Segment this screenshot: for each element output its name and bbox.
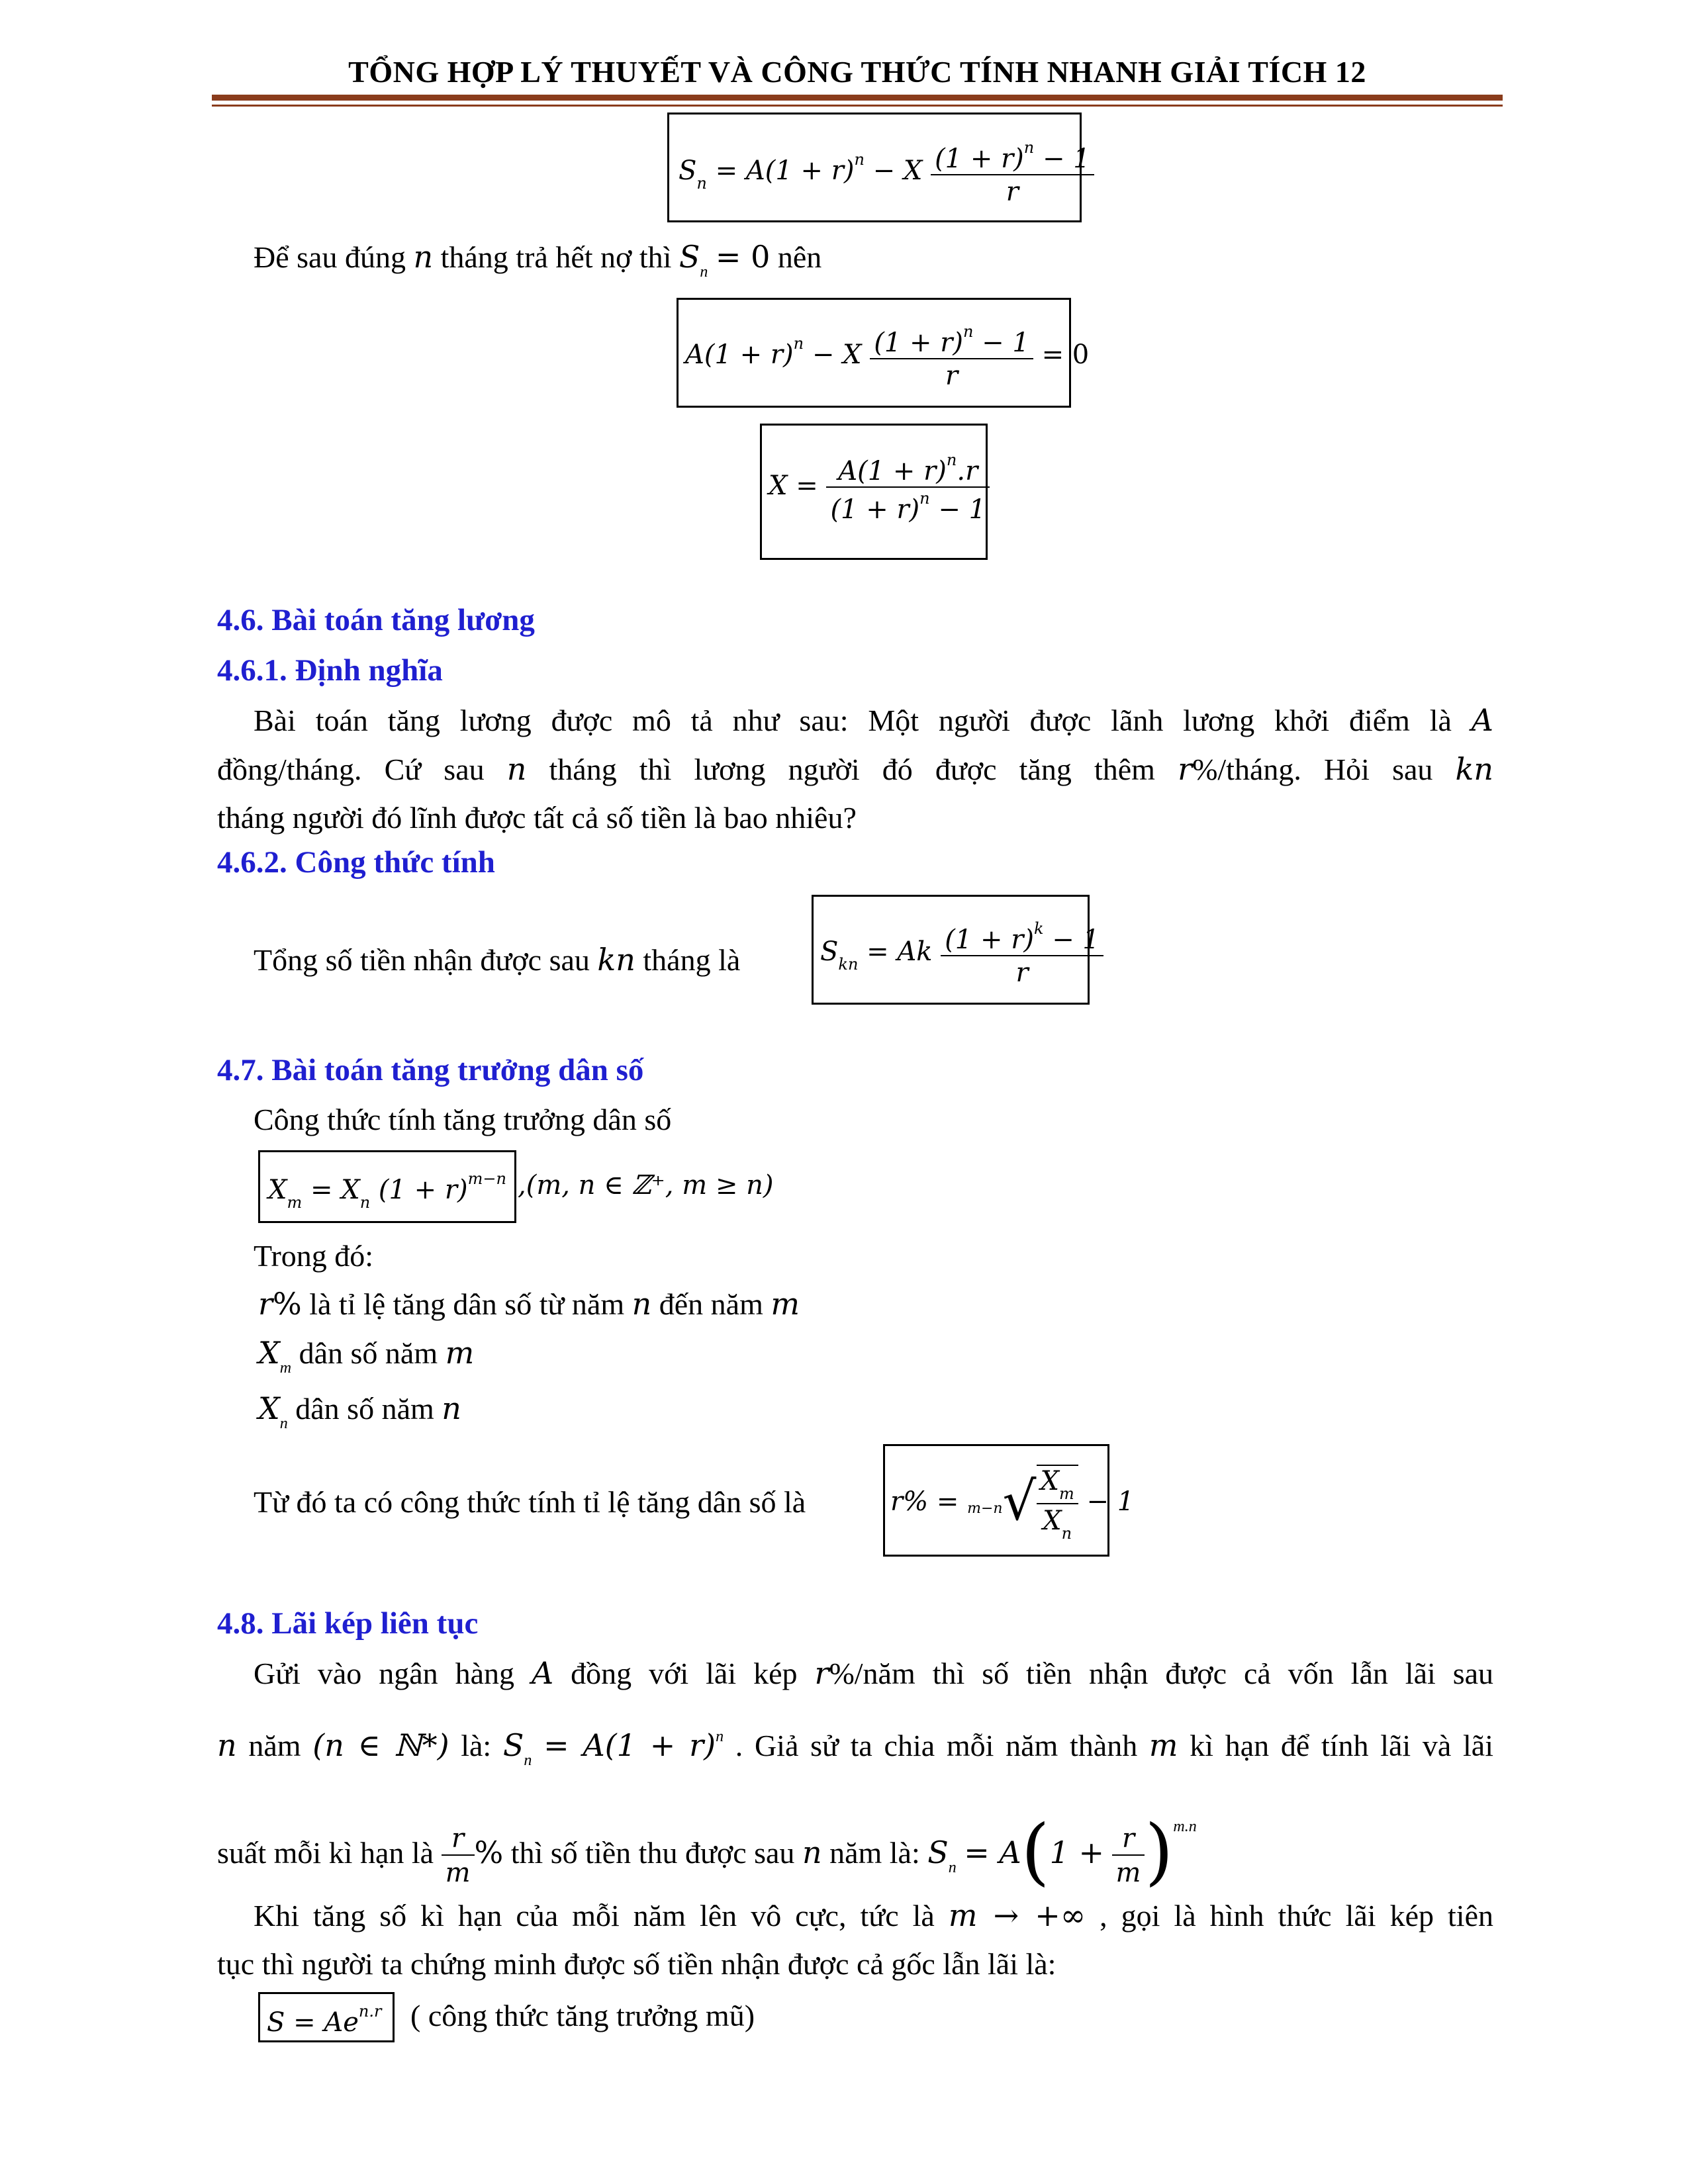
formula-exp: $S = Ae^{n.r}$ <box>267 2002 382 2038</box>
exp-growth-note: ( công thức tăng trưởng mũ) <box>410 1999 755 2032</box>
formula-x-box <box>760 424 988 560</box>
page-header-title: TỔNG HỢP LÝ THUYẾT VÀ CÔNG THỨC TÍNH NHANH GIẢI TÍCH 12 <box>348 55 1366 89</box>
formula-skn-box <box>812 895 1100 1005</box>
formula-population-box <box>258 1150 516 1223</box>
section-heading-4-7: 4.7. Bài toán tăng trưởng dân số <box>217 1053 644 1087</box>
population-condition: ,(m, n ∈ ℤ⁺, m ≥ n) <box>518 1170 774 1201</box>
formula-exp-box <box>258 1992 395 2042</box>
section-heading-4-8: 4.8. Lãi kép liên tục <box>217 1606 479 1641</box>
paragraph-line: suất mỗi kì hạn là $\frac{r}{m}$ % thì số tiền thu được sau n năm là: $S_n = A(1$ + $\frac{r}{m}$ )$^{m.n}$ <box>217 1809 1197 1893</box>
formula-zero-box <box>677 298 1090 408</box>
paragraph-line: tục thì người ta chứng minh được số tiền nhận được cả gốc lẫn lãi là: <box>217 1947 1056 1981</box>
definition-item: $X_m$ dân số năm m <box>258 1335 475 1377</box>
formula-sn: $S_n = A(1 + r)^n - X$ $\frac{(1 + r)^n - 1}{r}$ <box>679 138 1094 207</box>
formula-rate: r% = m−n√ $\frac{X_m}{X_n}$ − 1 <box>890 1466 1135 1543</box>
paragraph-line: đồng/tháng. Cứ sau n tháng thì lương người đó được tăng thêm r%/tháng. Hỏi sau kn <box>217 751 1494 787</box>
paragraph-line: Khi tăng số kì hạn của mỗi năm lên vô cực, tức là m → +∞ , gọi là hình thức lãi kép tiên <box>254 1897 1493 1933</box>
definition-item: $X_n$ dân số năm n <box>258 1390 461 1432</box>
where-label: Trong đó: <box>254 1239 374 1273</box>
paragraph-line: Bài toán tăng lương được mô tả như sau: Một người được lãnh lương khởi điểm là A <box>254 702 1494 738</box>
header-rule <box>212 95 1503 101</box>
section-heading-4-6-2: 4.6.2. Công thức tính <box>217 845 495 880</box>
rate-sentence: Từ đó ta có công thức tính tỉ lệ tăng dân số là <box>254 1485 806 1519</box>
formula-sn-box <box>667 113 1090 222</box>
section-heading-4-6: 4.6. Bài toán tăng lương <box>217 603 535 637</box>
salary-sentence: Tổng số tiền nhận được sau kn tháng là <box>254 942 741 978</box>
definition-item: r% là tỉ lệ tăng dân số từ năm n đến năm m <box>258 1286 800 1322</box>
paragraph-line: Gửi vào ngân hàng A đồng với lãi kép r%/năm thì số tiền nhận được cả vốn lẫn lãi sau <box>254 1655 1494 1691</box>
formula-rate-box <box>883 1444 1135 1557</box>
header-rule-thin <box>212 105 1503 107</box>
formula-x: X = $\frac{A(1 + r)^n.r}{(1 + r)^n - 1}$ <box>769 451 990 525</box>
condition-sentence: Để sau đúng n tháng trả hết nợ thì $S_n = 0$ nên <box>254 239 822 281</box>
section-heading-4-6-1: 4.6.1. Định nghĩa <box>217 653 443 688</box>
paragraph-line: tháng người đó lĩnh được tất cả số tiền là bao nhiêu? <box>217 801 857 835</box>
formula-zero: $A(1 + r)^n - X$ $\frac{(1 + r)^n - 1}{r}$ = 0 <box>685 322 1090 391</box>
paragraph-line: n năm (n ∈ ℕ*) là: $S_n = A(1 + r)^n$ . Giả sử ta chia mỗi năm thành m kì hạn để tính lãi và lãi <box>217 1727 1493 1769</box>
population-intro: Công thức tính tăng trưởng dân số <box>254 1103 672 1136</box>
formula-population: $X_m = X_n$ $(1 + r)^{m-n}$ <box>268 1169 506 1212</box>
formula-skn: $S_{kn} = Ak$ $\frac{(1 + r)^k - 1}{r}$ <box>820 919 1103 988</box>
